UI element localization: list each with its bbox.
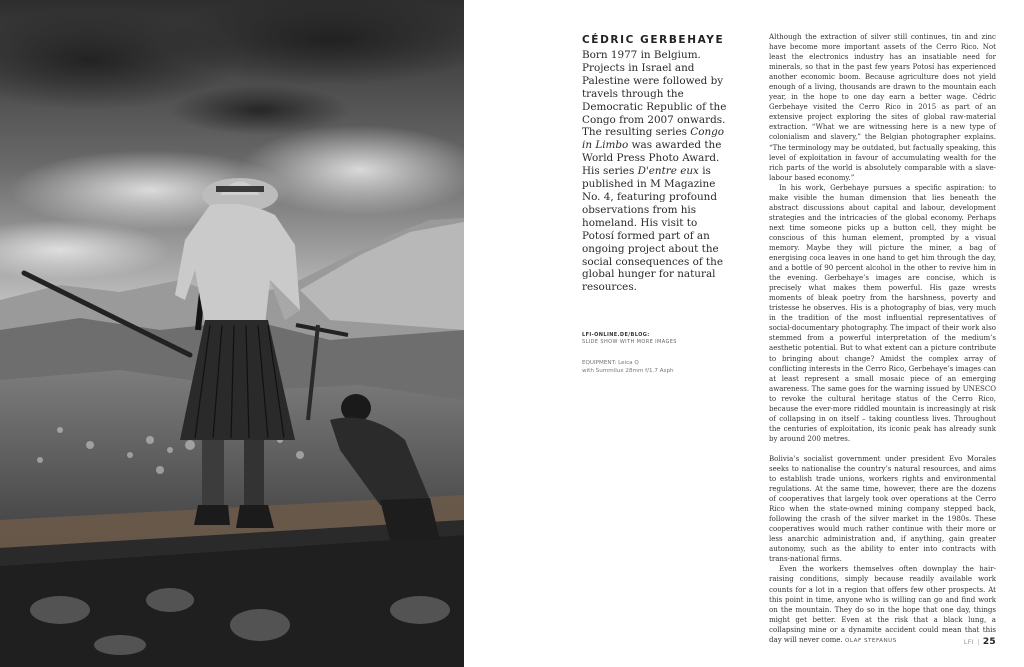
blog-link[interactable] <box>582 332 732 345</box>
article-paragraph-4-text: Even the workers themselves often downplay the hair-raising conditions, simply because readily available work counts for a lot in a region that offers few other prospects. At this point in time, anyone who is willing can go and find work on the mountain. They do so in the hope that one day, things might get better. Even at the risk that a black lung, a collapsing mine or a dynamite accident could mean that this day will never come. <box>769 564 996 644</box>
article-paragraph-1: Although the extraction of silver still continues, tin and zinc have become more important assets of the Cerro Rico. Not least the electronics industry has an insatiable need for minerals, so that in the past few years Potosí has experienced another economic boom. Because agriculture does not yield enough of a living, thousands are drawn to the mountain each year, in the hope to one day earn a better wage. Cédric Gerbehaye visited the Cerro Rico in 2015 as part of an extensive project exploring the sites of global raw-material extraction. “What we are witnessing here is a new type of colonialism and slavery,” the Belgian photographer explains. “The terminology may be outdated, but factually speaking, this level of exploitation in favour of accumulating wealth for the rich parts of the world is absolutely comparable with a slave-labour based economy.” <box>769 32 996 182</box>
equipment-lens: with Summilux 28mm f/1.7 Asph <box>582 368 674 375</box>
blog-link-url[interactable]: LFI-ONLINE.DE/BLOG: <box>582 332 650 339</box>
bio-text-3: is published in M Magazine No. 4, featuring profound observations from his homeland. His visit to Potosí formed part of an ongoing project about the social consequences of the global hunger for natural resources. <box>582 165 724 294</box>
series-title-dentre-eux: D'entre eux <box>637 165 699 178</box>
article-paragraph-2: In his work, Gerbehaye pursues a specific aspiration: to make visible the human dimension that lies beneath the abstract discussions about capital and labour, development strategies and the intricacies of the global economy. Perhaps next time someone picks up a button cell, they might be conscious of this human element, prompted by a visual memory. Maybe they will picture the miner, a bag of energising coca leaves in one hand to get him through the day, and a bottle of 90 percent alcohol in the other to revive him in the evening. Gerbehaye’s images are concise, which is precisely what makes them powerful. His gaze wrests moments of bleak poetry from the harshness, poverty and tristesse he observes. His is a photography of bias, very much in the tradition of the most influential representatives of social-documentary photography. The impact of their work also stemmed from a powerful interpretation of the medium’s aesthetic potential. But to what extent can a picture contribute to bringing about change? Amidst the complex array of conflicting interests in the Cerro Rico, Gerbehaye’s images can at least represent a small mosaic piece of an emerging awareness. The same goes for the warning issued by UNESCO to revoke the cultural heritage status of the Cerro Rico, because the ever-more riddled mountain is increasingly at risk of collapsing in on itself – taking countless lives. Throughout the centuries of exploitation, its iconic peak has already sunk by around 200 metres. <box>769 182 996 443</box>
article-body <box>769 32 996 646</box>
folio-divider: | <box>977 639 980 646</box>
blog-link-caption: SLIDE SHOW WITH MORE IMAGES <box>582 339 677 346</box>
page-number: 25 <box>982 637 996 647</box>
article-paragraph-3: Bolivia’s socialist government under president Evo Morales seeks to nationalise the country’s natural resources, and aims to establish trade unions, workers rights and environmental regulations. At the same time, however, there are the dozens of cooperatives that largely took over operations at the Cerro Rico when the state-owned mining company stepped back, following the crash of the silver market in the 1980s. These cooperatives would much rather continue with their more or less anarchic administration and, if anything, gain greater autonomy, such as the ability to enter into contracts with trans-national firms. <box>769 453 996 564</box>
article-page <box>464 0 1024 667</box>
bio-text-2: was awarded the World Press Photo Award. His series <box>582 139 722 178</box>
author-column <box>582 34 732 375</box>
equipment-info <box>582 359 732 375</box>
author-bio <box>582 49 732 294</box>
magazine-name: LFI <box>963 639 975 646</box>
page-folio <box>964 637 996 647</box>
author-name: CÉDRIC GERBEHAYE <box>582 34 725 46</box>
bio-text-1: Born 1977 in Belgium. Projects in Israel and Palestine were followed by travels through the Democratic Republic of the Congo from 2007 onwards. The resulting series <box>582 49 727 139</box>
article-paragraph-4 <box>769 564 996 645</box>
series-title-congo: Congo in Limbo <box>582 126 725 152</box>
photograph <box>0 0 464 667</box>
author-signature: OLAF STEFANUS <box>844 637 897 644</box>
equipment-camera: EQUIPMENT: Leica Q <box>582 360 639 367</box>
